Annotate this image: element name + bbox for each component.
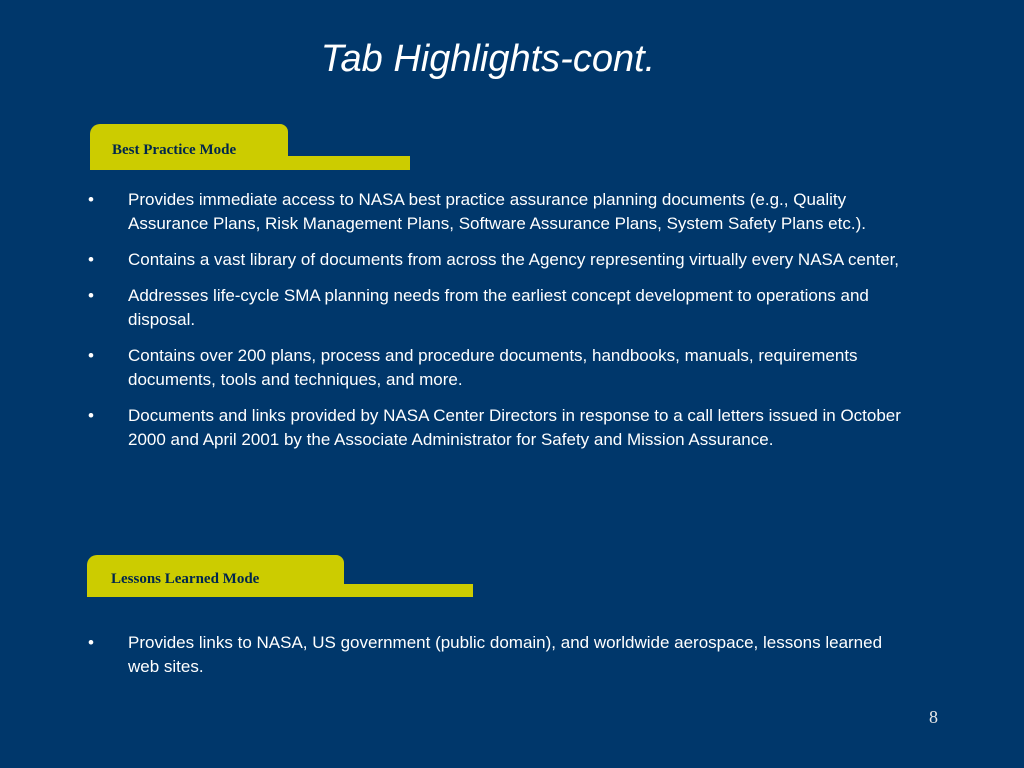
tab-face[interactable] xyxy=(90,124,288,170)
tab-face[interactable] xyxy=(87,555,344,597)
bullet-icon: • xyxy=(88,250,94,269)
best-practice-mode-tab[interactable] xyxy=(90,124,410,170)
lessons-learned-list xyxy=(88,631,908,691)
list-item-text: Contains over 200 plans, process and procedure documents, handbooks, manuals, requirements documents, tools and techniques, and more. xyxy=(128,346,858,389)
bullet-icon: • xyxy=(88,633,94,652)
slide-title: Tab Highlights-cont. xyxy=(320,38,656,80)
list-item-text: Provides links to NASA, US government (public domain), and worldwide aerospace, lessons learned web sites. xyxy=(128,633,883,676)
list-item-text: Provides immediate access to NASA best practice assurance planning documents (e.g., Quality Assurance Plans, Risk Management Plans, Software Assurance Plans, System Safety Plans etc.). xyxy=(128,190,866,233)
list-item xyxy=(88,248,908,272)
page-number: 8 xyxy=(929,707,938,727)
list-item xyxy=(88,404,908,452)
list-item-text: Documents and links provided by NASA Center Directors in response to a call letters issued in October 2000 and April 2001 by the Associate Administrator for Safety and Mission Assurance. xyxy=(128,406,901,449)
bullet-icon: • xyxy=(88,190,94,209)
bullet-icon: • xyxy=(88,286,94,305)
list-item-text: Contains a vast library of documents from across the Agency representing virtually every NASA center, xyxy=(128,250,900,269)
tab-label: Lessons Learned Mode xyxy=(111,571,260,587)
bullet-icon: • xyxy=(88,406,94,425)
tab-underline-bar xyxy=(288,156,410,170)
best-practice-list xyxy=(88,188,908,464)
tab-underline-bar xyxy=(344,584,473,597)
bullet-icon: • xyxy=(88,346,94,365)
list-item xyxy=(88,631,908,679)
list-item xyxy=(88,284,908,332)
tab-label: Best Practice Mode xyxy=(112,142,237,158)
list-item xyxy=(88,344,908,392)
list-item xyxy=(88,188,908,236)
lessons-learned-mode-tab[interactable] xyxy=(87,555,473,597)
list-item-text: Addresses life-cycle SMA planning needs from the earliest concept development to operations and disposal. xyxy=(128,286,869,329)
